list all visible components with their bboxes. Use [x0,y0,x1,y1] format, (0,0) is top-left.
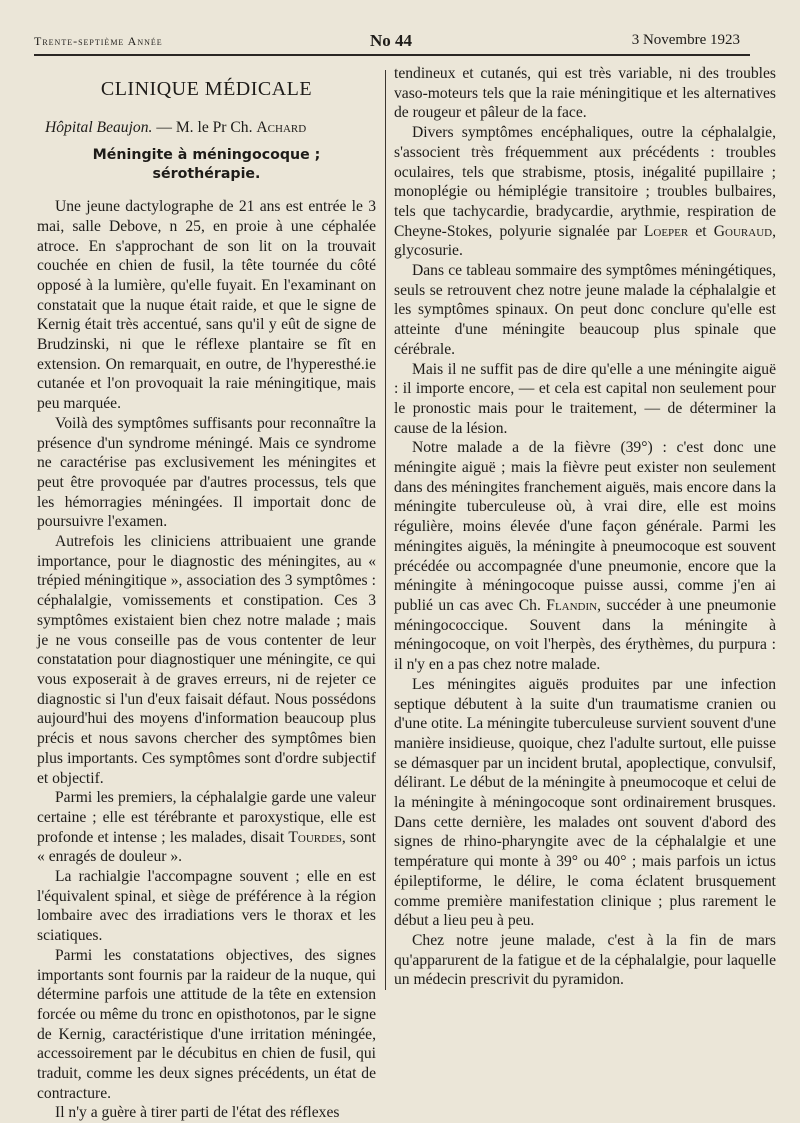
paragraph-text: , sont « enragés de douleur ». [37,828,376,866]
paragraph [394,438,776,674]
page-header [34,30,740,52]
paragraph: Mais il ne suffit pas de dire qu'elle a une méningite aiguë : il importe encore, — et cela est capital non seulement pour le pronostic mais pour le traitement, — de déterminer la cause de la lésion. [394,360,776,437]
issue-date: 3 Novembre 1923 [631,32,740,48]
volume-label: Trente-septième Année [34,34,163,48]
paragraph: Il n'y a guère à tirer parti de l'état des réflexes [55,1104,340,1122]
byline [37,118,376,138]
paragraph: Voilà des symptômes suffisants pour reconnaître la présence d'un syndrome méningé. Mais ce syndrome ne caractérise pas exclusivement les méningites et peut être provoquée par d'autres processus, tels que les hémorragies méningées. Il importait donc de poursuivre l'examen. [37,414,376,531]
paragraph: Les méningites aiguës produites par une infection septique débutent à la suite d'un traumatisme cranien ou d'une otite. La méningite tuberculeuse survient souvent d'une manière insidieuse, quoique, chez l'adulte surtout, elle puisse se démasquer par un incident brutal, apoplectique, convulsif, délirant. Le début de la méningite à pneumocoque et celui de la méningite à méningocoque sont ordinairement brusques. Dans cette dernière, les malades ont souvent d'abord des signes de rhino-pharyngite avec de la céphalalgie et une température qui monte à 39° ou 40° ; mais parfois un ictus épileptiforme, le délire, le coma éclatent brusquement comme première manifestation clinique ; plus rarement le début a lieu peu à peu. [394,675,776,930]
paragraph: tendineux et cutanés, qui est très variable, ni des troubles vaso-moteurs tels que la raie méningitique et les alternatives de rougeur et pâleur de la face. [394,65,776,122]
paragraph-text: Parmi les premiers, la céphalalgie garde une valeur certaine ; elle est térébrante et paroxystique, elle est profonde et intense ; les malades, disait [37,789,376,846]
article-heading: Méningite à méningocoque ; sérothérapie. [92,146,321,183]
column-divider [385,70,386,990]
author-name: Achard [256,119,307,136]
person-name: Tourdes [288,828,342,846]
issue-number: No 44 [370,31,413,50]
paragraph-text: et [695,222,707,240]
paragraph: Une jeune dactylographe de 21 ans est entrée le 3 mai, salle Debove, n 25, en proie à une céphalée atroce. En s'approchant de son lit on la trouvait couchée en chien de fusil, la tête tournée du côté opposé à la lumière, qu'elle fuyait. En l'examinant on constatait que la nuque était raide, et que le signe de Kernig était très accentué, sans qu'il y eût de signe de Brudzinski, ni que le réflexe plantaire se fît en extension. On remarquait, en outre, de l'hyperesthé.ie cutanée et l'on provoquait la raie méningitique, mais peu marquée. [37,198,376,413]
right-column [394,64,776,990]
paragraph-text: , succéder à une pneumonie méningococcique. Souvent dans la méningite à méningocoque, on voit l'herpès, des érythèmes, du purpura : il n'y en a pas chez notre malade. [394,596,776,674]
section-title: CLINIQUE MÉDICALE [100,78,313,100]
author-prefix: — M. le Pr Ch. [156,119,253,136]
paragraph-text: Divers symptômes encéphaliques, outre la céphalalgie, s'associent très fréquemment aux précédents : troubles oculaires, tels que strabisme, ptosis, inégalité pupillaire ; monoplégie ou hémiplégie transitoire ; troubles bulbaires, tels que tachycardie, bradycardie, arythmie, respiration de Cheyne-Stokes, polyurie signalée par [394,124,776,240]
paragraph: Dans ce tableau sommaire des symptômes méningétiques, seuls se retrouvent chez notre jeune malade la céphalalgie et les symptômes spinaux. On peut donc conclure qu'elle est atteinte d'une méningite beaucoup plus spinale que cérébrale. [394,262,776,358]
hospital-name: Hôpital Beaujon. [45,119,153,136]
paragraph: Autrefois les cliniciens attribuaient une grande importance, pour le diagnostic des méningites, au « trépied méningitique », association des 3 symptômes : céphalalgie, vomissements et constipation. Ces 3 symptômes existaient bien chez notre malade ; mais je ne vous conseille pas de vous contenter de leur constatation pour diagnostiquer une méningite, ce qui vous exposerait à de graves erreurs, ni de rejeter ce diagnostic si l'un d'eux faisait défaut. Nous possédons aujourd'hui des moyens d'information beaucoup plus précis et nous savons chercher des symptômes bien plus importants. Ces symptômes sont d'ordre subjectif et objectif. [37,533,376,787]
paragraph [394,123,776,261]
person-name: Loeper [643,222,689,240]
paragraph [37,788,376,867]
person-name: Gouraud [713,222,773,240]
paragraph-text: , glycosurie. [394,222,776,260]
paragraph: Chez notre jeune malade, c'est à la fin de mars qu'apparurent de la fatigue et de la céphalalgie, pour laquelle un médecin prescrivit du pyramidon. [394,931,776,989]
paragraph-text: Notre malade a de la fièvre (39°) : c'est donc une méningite aiguë ; mais la fièvre peut exister non seulement dans des méningites franchement aiguës, mais encore dans la méningite tuberculeuse où, à vrai dire, elle est moins régulière, moins élevée d'une façon générale. Parmi les méningites aiguës, la méningite à pneumocoque est souvent précédée ou accompagnée d'une pneumonie, encore que la méningite à méningocoque puisse aussi, comme j'en ai publié un cas avec Ch. [394,439,776,614]
person-name: Flandin [546,596,598,614]
paragraph: Parmi les constatations objectives, des signes importants sont fournis par la raideur de la nuque, qui détermine parfois une attitude de la tête en extension forcée ou même du tronc en opisthotonos, par le signe de Kernig, caractéristique d'une irritation méningée, accessoirement par le décubitus en chien de fusil, qui traduit, comme les deux signes précédents, un état de contracture. [37,946,376,1102]
header-rule [34,54,750,56]
left-column [37,64,376,1123]
paragraph: La rachialgie l'accompagne souvent ; elle en est l'équivalent spinal, et siège de préférence à la région lombaire avec des irradiations vers le thorax et les sciatiques. [37,868,376,945]
